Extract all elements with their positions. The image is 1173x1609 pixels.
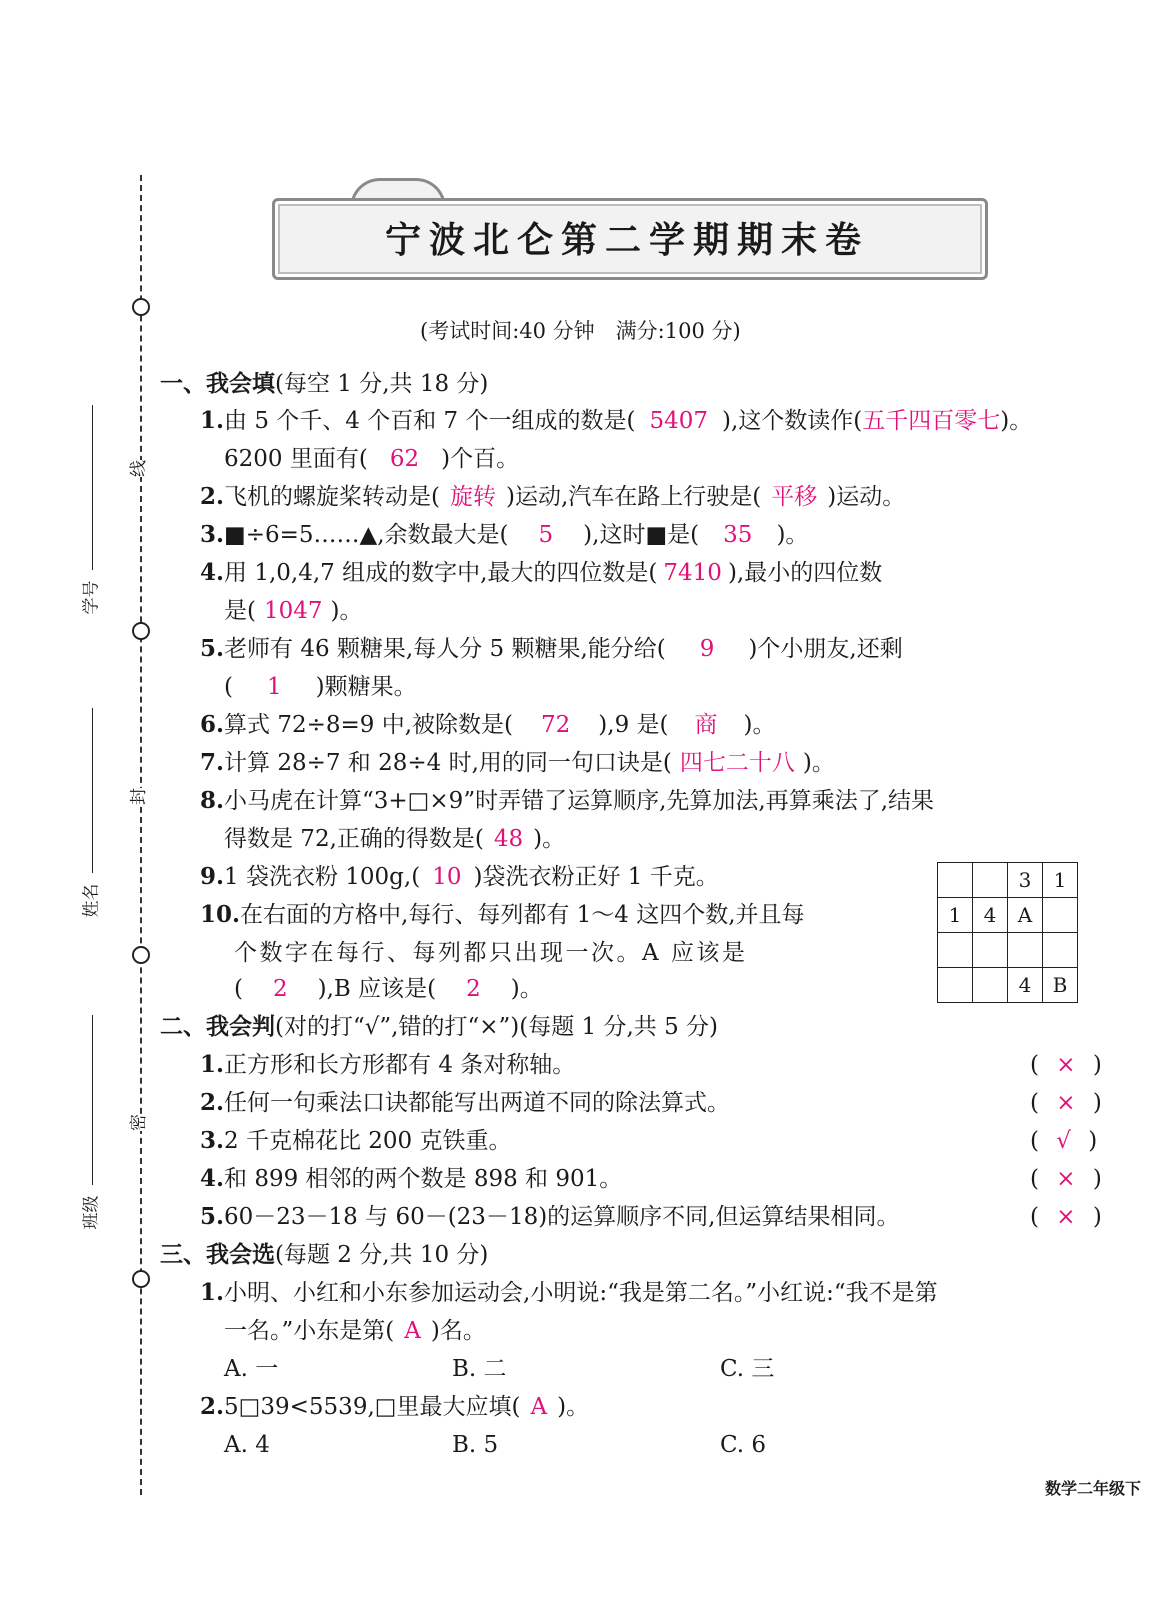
section-3-note: (每题 2 分,共 10 分): [275, 1242, 489, 1268]
question-text: ×: [1056, 1166, 1076, 1192]
grid-cell: [973, 933, 1008, 968]
question-text: 2.: [200, 1089, 225, 1116]
name-line: [92, 708, 93, 873]
question-text: 7.: [200, 749, 225, 776]
answer: 商: [694, 712, 718, 738]
question-text: )名。: [430, 1318, 486, 1344]
grid-cell: A: [1008, 898, 1043, 933]
question-text: 5□39<5539,□里最大应填(: [224, 1394, 521, 1420]
fill-q10-line3: [234, 970, 543, 1008]
question-text: 1.: [200, 1051, 225, 1078]
choice-q2-option-b: B. 5: [452, 1432, 499, 1458]
question-text: )。: [1000, 408, 1033, 434]
grid-cell: [938, 933, 973, 968]
fill-q1: [200, 402, 1032, 440]
question-text: 由 5 个千、4 个百和 7 个一组成的数是(: [224, 408, 636, 434]
binding-char-feng: 封: [124, 788, 149, 805]
answer: 62: [389, 446, 420, 472]
answer: A: [404, 1318, 421, 1344]
section-3-title: 三、我会选: [160, 1241, 275, 1268]
question-text: ■÷6=5……▲,余数最大是(: [224, 522, 509, 548]
question-text: 算式 72÷8=9 中,被除数是(: [224, 712, 513, 738]
judge-q1: [200, 1046, 575, 1084]
class-line: [92, 1015, 93, 1185]
question-text: )个小朋友,还剩: [748, 636, 903, 662]
question-text: 9.: [200, 863, 225, 890]
section-1-title: 一、我会填: [160, 370, 275, 397]
question-text: 个数字在每行、每列都只出现一次。A 应该是: [234, 940, 748, 966]
question-text: 60－23－18 与 60－(23－18)的运算顺序不同,但运算结果相同。: [224, 1204, 900, 1230]
page-footer: 数学二年级下: [1045, 1479, 1142, 1498]
student-id-label: 学号: [81, 580, 102, 615]
student-id-line: [92, 405, 93, 570]
fill-q10-line2: [234, 934, 747, 972]
question-text: ×: [1056, 1090, 1076, 1116]
question-text: 5.: [200, 1203, 225, 1230]
section-2-note: (对的打“√”,错的打“×”)(每题 1 分,共 5 分): [275, 1014, 718, 1040]
fill-q6: [200, 706, 775, 744]
question-text: 3.: [200, 1127, 225, 1154]
question-text: ),这时■是(: [583, 522, 700, 548]
name-label: 姓名: [81, 883, 102, 918]
grid-cell: B: [1043, 968, 1078, 1003]
question-text: )个百。: [441, 446, 520, 472]
question-text: )。: [533, 826, 566, 852]
answer: 旋转: [450, 484, 496, 510]
question-text: 在右面的方格中,每行、每列都有 1～4 这四个数,并且每: [240, 902, 805, 928]
fill-q2: [200, 478, 905, 516]
judge-q5: [200, 1198, 900, 1236]
fill-q10: [200, 896, 805, 934]
question-text: 4.: [200, 1165, 225, 1192]
question-text: 1 袋洗衣粉 100g,(: [224, 864, 421, 890]
question-text: )运动。: [827, 484, 906, 510]
answer: 5: [538, 522, 554, 548]
question-text: 3.: [200, 521, 225, 548]
binding-char-xian: 线: [124, 460, 149, 477]
question-text: ),B 应该是(: [317, 976, 437, 1002]
section-3-heading: [160, 1236, 488, 1274]
class-label: 班级: [81, 1195, 102, 1230]
answer: 2: [272, 976, 288, 1002]
answer: 四七二十八: [679, 750, 795, 776]
answer: 9: [699, 636, 715, 662]
answer: 5407: [649, 408, 708, 434]
binding-hole: [132, 946, 150, 964]
fill-q4: [200, 554, 882, 592]
answer: 平移: [771, 484, 818, 510]
question-text: (: [224, 674, 233, 700]
fill-q9: [200, 858, 719, 896]
question-text: 8.: [200, 787, 225, 814]
answer: 7410: [663, 560, 722, 586]
answer: 72: [541, 712, 571, 738]
choice-q2: [200, 1388, 589, 1426]
number-grid: [937, 862, 1078, 1003]
fill-q4-line2: [224, 592, 363, 630]
question-text: √: [1056, 1128, 1071, 1154]
choice-q2-option-c: C. 6: [720, 1432, 767, 1458]
binding-hole: [132, 1270, 150, 1288]
question-text: 飞机的螺旋桨转动是(: [224, 484, 440, 510]
question-text: 小马虎在计算“3+□×9”时弄错了运算顺序,先算加法,再算乘法了,结果: [224, 788, 935, 814]
grid-cell: [973, 968, 1008, 1003]
exam-info: (考试时间:40 分钟 满分:100 分): [420, 319, 741, 343]
choice-q1-option-b: B. 二: [452, 1356, 507, 1382]
grid-cell: 4: [973, 898, 1008, 933]
question-text: ),最小的四位数: [727, 560, 883, 586]
question-text: 任何一句乘法口诀都能写出两道不同的除法算式。: [224, 1090, 731, 1116]
question-text: )。: [330, 598, 363, 624]
question-text: 6200 里面有(: [224, 446, 368, 472]
question-text: 和 899 相邻的两个数是 898 和 901。: [224, 1166, 623, 1192]
page-title: 宁波北仑第二学期期末卷: [384, 219, 869, 261]
fill-q8: [200, 782, 934, 820]
section-1-note: (每空 1 分,共 18 分): [275, 371, 489, 397]
question-text: )颗糖果。: [315, 674, 417, 700]
section-1-heading: [160, 365, 488, 403]
judge-answer-5: ( × ): [1030, 1204, 1102, 1230]
judge-q2: [200, 1084, 730, 1122]
judge-q4: [200, 1160, 622, 1198]
choice-q2-option-a: A. 4: [224, 1432, 270, 1458]
answer: 1047: [263, 598, 323, 624]
answer: 10: [432, 864, 462, 890]
grid-cell: 4: [1008, 968, 1043, 1003]
question-text: 2 千克棉花比 200 克铁重。: [224, 1128, 512, 1154]
question-text: )。: [802, 750, 835, 776]
grid-cell: 1: [938, 898, 973, 933]
binding-hole: [132, 622, 150, 640]
binding-hole: [132, 298, 150, 316]
question-text: 6.: [200, 711, 225, 738]
grid-cell: [938, 968, 973, 1003]
question-text: 4.: [200, 559, 225, 586]
answer: 2: [466, 976, 481, 1002]
answer: 35: [723, 522, 753, 548]
fill-q8-line2: [224, 820, 565, 858]
question-text: ),这个数读作(: [722, 408, 863, 434]
question-text: 10.: [200, 901, 241, 928]
choice-q1-option-a: A. 一: [224, 1356, 279, 1382]
judge-answer-4: ( × ): [1030, 1166, 1102, 1192]
grid-cell: [1043, 898, 1078, 933]
question-text: (: [234, 976, 243, 1002]
question-text: ×: [1056, 1052, 1076, 1078]
grid-cell: [1043, 933, 1078, 968]
fill-q5: [200, 630, 903, 668]
question-text: ×: [1056, 1204, 1076, 1230]
judge-q3: [200, 1122, 511, 1160]
judge-answer-2: ( × ): [1030, 1090, 1102, 1116]
judge-answer-1: ( × ): [1030, 1052, 1102, 1078]
grid-cell: 3: [1008, 863, 1043, 898]
question-text: 5.: [200, 635, 225, 662]
question-text: 用 1,0,4,7 组成的数字中,最大的四位数是(: [224, 560, 658, 586]
fill-q7: [200, 744, 835, 782]
question-text: 小明、小红和小东参加运动会,小明说:“我是第二名。”小红说:“我不是第: [224, 1280, 938, 1306]
grid-cell: [938, 863, 973, 898]
grid-cell: [973, 863, 1008, 898]
question-text: 1.: [200, 1279, 225, 1306]
question-text: 老师有 46 颗糖果,每人分 5 颗糖果,能分给(: [224, 636, 666, 662]
question-text: )袋洗衣粉正好 1 千克。: [473, 864, 719, 890]
question-text: ),9 是(: [598, 712, 669, 738]
fill-q3: [200, 516, 808, 554]
question-text: )。: [743, 712, 776, 738]
question-text: )。: [510, 976, 543, 1002]
grid-cell: 1: [1043, 863, 1078, 898]
grid-cell: [1008, 933, 1043, 968]
question-text: 得数是 72,正确的得数是(: [224, 826, 484, 852]
question-text: 2.: [200, 483, 225, 510]
question-text: 1.: [200, 407, 225, 434]
choice-q1-option-c: C. 三: [720, 1356, 775, 1382]
judge-answer-3: ( √ ): [1030, 1128, 1098, 1154]
section-2-heading: [160, 1008, 718, 1046]
answer: 1: [266, 674, 282, 700]
choice-q1: [200, 1274, 938, 1312]
binding-dashed-line: [140, 175, 142, 1495]
answer: 48: [493, 826, 524, 852]
question-text: 是(: [224, 598, 256, 624]
answer: 五千四百零七: [862, 408, 1001, 434]
fill-q5-line2: [224, 668, 417, 706]
binding-char-mi: 密: [124, 1114, 149, 1131]
question-text: )。: [557, 1394, 590, 1420]
fill-q1-line2: [224, 440, 519, 478]
question-text: )。: [776, 522, 809, 548]
question-text: )运动,汽车在路上行驶是(: [506, 484, 762, 510]
question-text: 2.: [200, 1393, 225, 1420]
question-text: 计算 28÷7 和 28÷4 时,用的同一句口诀是(: [224, 750, 672, 776]
choice-q1-line2: [224, 1312, 486, 1350]
question-text: 正方形和长方形都有 4 条对称轴。: [224, 1052, 576, 1078]
answer: A: [530, 1394, 548, 1420]
question-text: 一名。”小东是第(: [224, 1318, 395, 1344]
section-2-title: 二、我会判: [160, 1013, 275, 1040]
